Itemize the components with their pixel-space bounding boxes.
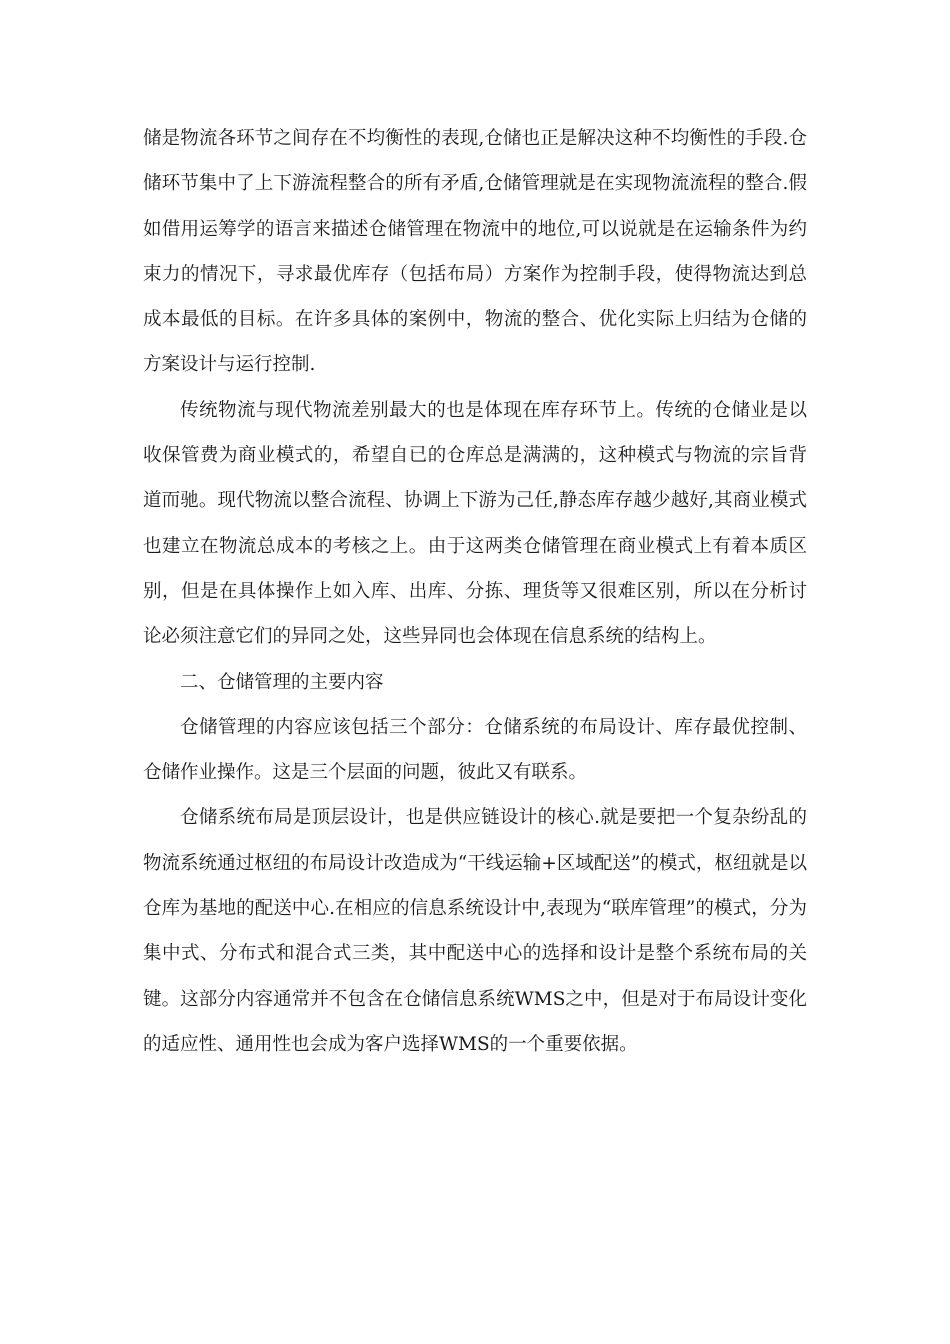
paragraph-1: 储是物流各环节之间存在不均衡性的表现,仓储也正是解决这种不均衡性的手段.仓储环节集中了上下游流程整合的所有矛盾,仓储管理就是在实现物流流程的整合.假如借用运筹学的语言来描述仓储管理在物流中的地位,可以说就是在运输条件为约束力的情况下，寻求最优库存（包括布局）方案作为控制手段，使得物流达到总成本最低的目标。在许多具体的案例中，物流的整合、优化实际上归结为仓储的方案设计与运行控制. <box>143 128 807 376</box>
document-body <box>143 116 807 1067</box>
paragraph-2: 传统物流与现代物流差别最大的也是体现在库存环节上。传统的仓储业是以收保管费为商业模式的，希望自已的仓库总是满满的，这种模式与物流的宗旨背道而驰。现代物流以整合流程、协调上下游为己任,静态库存越少越好,其商业模式也建立在物流总成本的考核之上。由于这两类仓储管理在商业模式上有着本质区别，但是在具体操作上如入库、出库、分拣、理货等又很难区别，所以在分析讨论必须注意它们的异同之处，这些异同也会体现在信息系统的结构上。 <box>143 399 807 648</box>
paragraph-4: 仓储系统布局是顶层设计，也是供应链设计的核心.就是要把一个复杂纷乱的物流系统通过枢纽的布局设计改造成为“干线运输+区域配送”的模式，枢纽就是以仓库为基地的配送中心.在相应的信息系统设计中,表现为“联库管理”的模式，分为集中式、分布式和混合式三类，其中配送中心的选择和设计是整个系统布局的关键。这部分内容通常并不包含在仓储信息系统WMS之中，但是对于布局设计变化的适应性、通用性也会成为客户选择WMS的一个重要依据。 <box>143 807 807 1055</box>
section-heading: 二、仓储管理的主要内容 <box>180 671 384 693</box>
paragraph-3: 仓储管理的内容应该包括三个部分：仓储系统的布局设计、库存最优控制、仓储作业操作。这是三个层面的问题，彼此又有联系。 <box>143 716 807 784</box>
